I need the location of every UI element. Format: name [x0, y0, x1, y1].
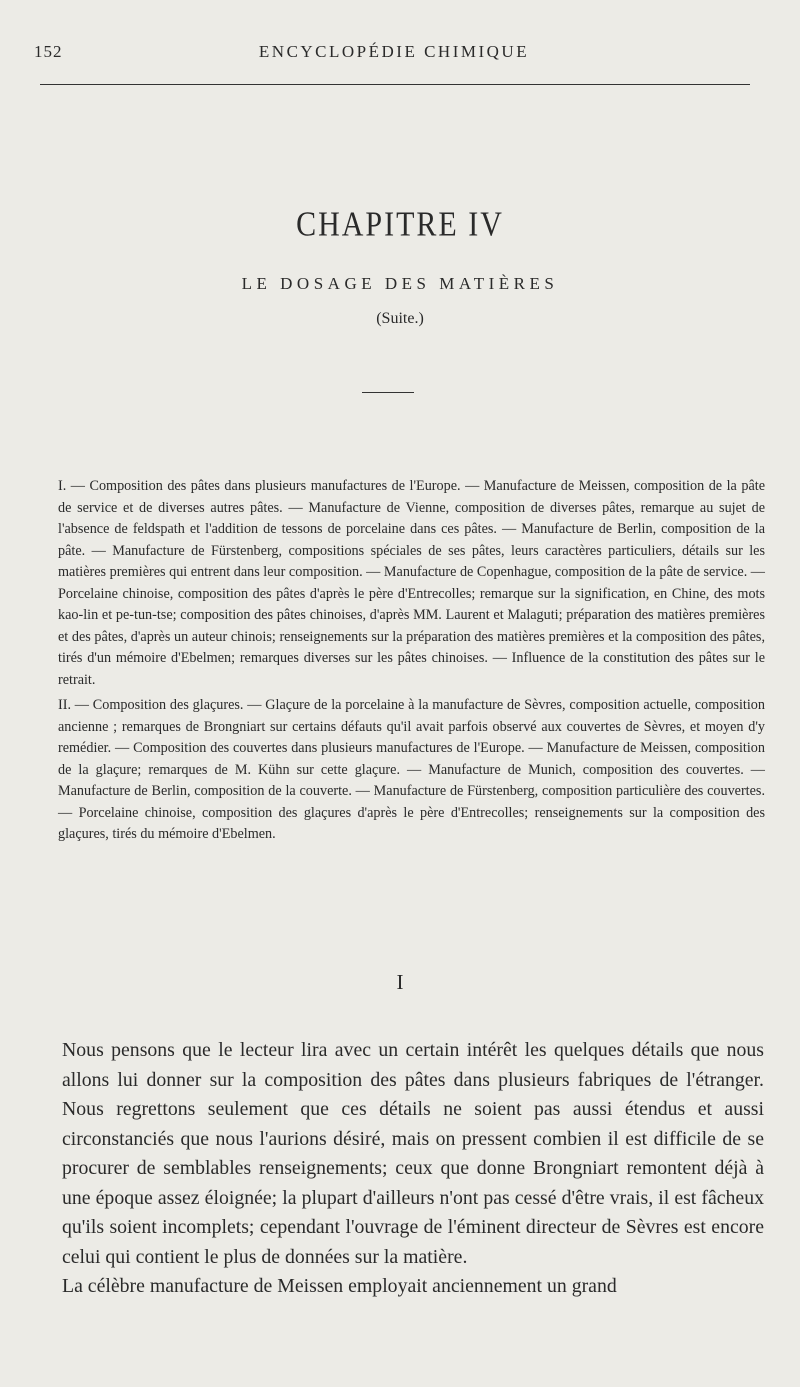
- running-head: [34, 42, 754, 72]
- chapter-suite: (Suite.): [376, 310, 424, 327]
- summary-item: I. — Composition des pâtes dans plusieurs manufactures de l'Europe. — Manufacture de Meissen, composition de la pâte de service et de diverses autres pâtes. — Manufacture de Vienne, composition de diverses pâtes, remarque au sujet de l'absence de feldspath et l'addition de tessons de porcelaine dans ces pâtes. — Manufacture de Berlin, composition de la pâte. — Manufacture de Fürstenberg, compositions spéciales de ses pâtes, leurs caractères particuliers, détails sur les matières premières qui entrent dans leur composition. — Manufacture de Copenhague, composition de la pâte de service. — Porcelaine chinoise, composition des pâtes d'après le père d'Entrecolles; remarque sur la signification, en Chine, des mots kao-lin et pe-tun-tse; composition des pâtes chinoises, d'après MM. Laurent et Malaguti; préparation des matières premières et des pâtes, d'après un auteur chinois; renseignements sur la préparation des matières premières et la composition des pâtes, tirés d'un mémoire d'Ebelmen; remarques diverses sur les pâtes chinoises. — Influence de la constitution des pâtes sur le retrait.: [58, 478, 765, 688]
- header-rule: [40, 84, 750, 85]
- chapter-divider: [362, 392, 414, 393]
- chapter-title: CHAPITRE IV: [296, 205, 504, 244]
- chapter-subtitle: LE DOSAGE DES MATIÈRES: [241, 274, 559, 293]
- summary-item: II. — Composition des glaçures. — Glaçure de la porcelaine à la manufacture de Sèvres, composition actuelle, composition ancienne ; remarques de Brongniart sur certains défauts qu'il avait parfois observé aux couvertes de Sèvres, et moyen d'y remédier. — Composition des couvertes dans plusieurs manufactures de l'Europe. — Manufacture de Meissen, composition de la glaçure; remarques de M. Kühn sur cette glaçure. — Manufacture de Munich, composition des couvertes. — Manufacture de Berlin, composition de la couverte. — Manufacture de Fürstenberg, composition particulière des couvertes. — Porcelaine chinoise, composition des glaçures d'après le père d'Entrecolles; renseignements sur la composition des glaçures, tirés du mémoire d'Ebelmen.: [58, 697, 765, 842]
- body-text: [62, 1036, 764, 1302]
- chapter-summary: [60, 476, 765, 850]
- body-paragraph: La célèbre manufacture de Meissen employait anciennement un grand: [62, 1275, 617, 1297]
- page-number: 152: [34, 42, 63, 61]
- running-title: ENCYCLOPÉDIE CHIMIQUE: [258, 42, 530, 61]
- body-paragraph: Nous pensons que le lecteur lira avec un certain intérêt les quelques détails que nous allons lui donner sur la composition des pâtes dans plusieurs fabriques de l'étranger. Nous regrettons seulement que ces détails ne soient pas aussi étendus et aussi circonstanciés que nous l'aurions désiré, mais on pressent combien il est difficile de se procurer de semblables renseignements; ceux que donne Brongniart remontent déjà à une époque assez éloignée; la plupart d'ailleurs n'ont pas cessé d'être vrais, il est fâcheux qu'ils soient incomplets; cependant l'ouvrage de l'éminent directeur de Sèvres est encore celui qui contient le plus de données sur la matière.: [62, 1039, 764, 1268]
- section-numeral: I: [396, 970, 404, 994]
